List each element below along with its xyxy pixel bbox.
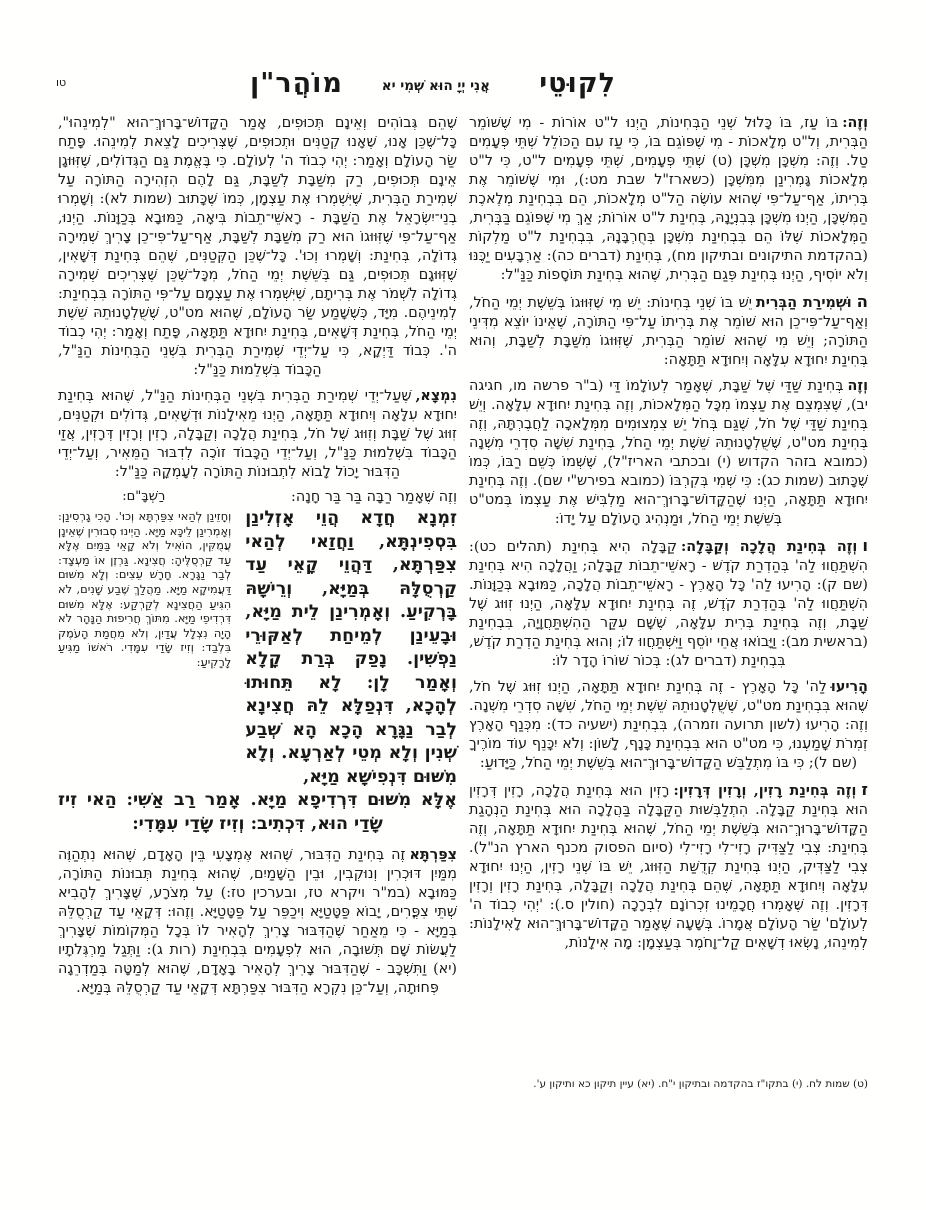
torah-paragraph xyxy=(58,114,457,380)
torah-paragraph xyxy=(469,292,868,370)
section-letter: ז xyxy=(861,780,868,799)
paragraph-text: שֶׁעַל־יְדֵי שְׁמִירַת הַבְּרִית בִּשְׁנֵי הַבְּחִינוֹת הַנַּ"ל, שֶׁהוּא בְּחִינַת יִחוּדָא עִלָּאָה וְיִחוּדָא תַּתָּאָה, הַיְנוּ מֵאִילָנוֹת וּדְשָׁאִים, גְּדוֹלִים וּקְטַנִּים, זִוּוּג שֶׁל שַׁבָּת וְזִוּוּג שֶׁל חֹל, בְּחִינַת הֲלָכָה וְקַבָּלָה, רָזִין וְרָזִין דְּרָזִין, אֲזַי הַכָּבוֹד בִּשְׁלֵמוּת כַּנַּ"ל, וְעַל־יְדֵי הַכָּבוֹד זוֹכֶה לְדִבּוּר הַמֵּאִיר, וְעַל־יְדֵי הַדִּבּוּר יָכוֹל לָבוֹא לִתְבוּנוֹת הַתּוֹרָה לְעָמְקָהּ כַּנַּ"ל: xyxy=(58,388,457,480)
paragraph-lead: וּשְׁמִירַת הַבְּרִית xyxy=(755,295,852,311)
paragraph-text: זֶה בְּחִינַת הַדִּבּוּר, שֶׁהוּא אֶמְצָעִי בֵּין הָאָדָם, שֶׁהוּא נִתְהַוֶּה מִמַּיִן דּוּכְרִין וְנוּקְבִין, וּבֵין הַשָּׁמַיִם, שֶׁהוּא בְּחִינַת תְּבוּנוֹת הַתּוֹרָה, כַּמּוּבָא (במ"ר ויקרא טז, ובערכין טז:) עַל מְצֹרָע, שֶׁצָּרִיךְ לְהָבִיא שְׁתֵּי צִפֳּרִים, יָבוֹא פַּטָּטַיָּא וִיכַפֵּר עַל פַּטָּטַיָּא. וְזֶהוּ: דְּקָאֵי עַד קַרְסֻלֵּהּ בְּמַיָּא - כִּי מֵאַחַר שֶׁהַדִּבּוּר צָרִיךְ לְהָאִיר לוֹ בְּכָל הַמְּקוֹמוֹת שֶׁצָּרִיךְ לַעֲשׂוֹת שָׁם תְּשׁוּבָה, הוּא לִפְעָמִים בִּבְחִינַת (רות ג): וַתְּגַל מַרְגְּלֹתָיו (יא) וַתִּשְׁכָּב - שֶׁהַדִּבּוּר צָרִיךְ לְהָאִיר בָּאָדָם, שֶׁהוּא לְמַטָּה בְּמַדְרֵגָה פְּחוּתָה, וְעַל־כֵּן נִקְרָא הַדִּבּוּר צִפַּרְתָּא דְּקָאֵי עַד קַרְסֻלֵּהּ בְּמַיָּא. xyxy=(58,847,457,996)
gemara-heading-row xyxy=(58,489,457,505)
paragraph-text: בְּחִינַת שַׁדַּי שֶׁל שַׁבָּת, שֶׁאָמַר לְעוֹלָמוֹ דַּי (ב"ר פרשה מו, חגיגה יב), שֶׁצִּמְצֵם אֶת עַצְמוֹ מִכָּל הַמְּלָאכוֹת, וְזֶה בְּחִינַת יִחוּדָא עִלָּאָה. וְיֵשׁ בְּחִינַת שַׁדַּי שֶׁל חֹל, שֶׁגַּם בְּחֹל יֵשׁ צִמְצוּמִים מִמְּלָאכָה לַחֲבֶרְתָּהּ, וְזֶה בְּחִינַת מט"ט, שֶׁשֻּׁלְטָנוּתֵהּ שֵׁשֶׁת יְמֵי הַחֹל, בְּחִינַת שִׁשָּׁה סִדְרֵי מִשְׁנָה (כמובא בזהר הקדוש (י) ובכתבי האריז"ל), שֶׁשְּׁמוֹ כְּשֵׁם רַבּוֹ, כְּמוֹ שֶׁכָּתוּב (שמות כג): כִּי שְׁמִי בְּקִרְבּוֹ (כמובא בפירש"י שם). וְזֶה בְּחִינַת יִחוּדָא תַּתָּאָה, הַיְנוּ שֶׁהַקָּדוֹשׁ־בָּרוּךְ־הוּא מַלְבִּישׁ אֶת עַצְמוֹ בְּמט"ט בְּשֵׁשֶׁת יְמֵי הַחֹל, וּמַנְהִיג הָעוֹלָם עַל יָדוֹ: xyxy=(469,378,868,527)
paragraph-lead: הָרִיעוּ xyxy=(830,679,868,695)
paragraph-text: רָזִין הוּא בְּחִינַת הֲלָכָה, רָזִין דְּרָזִין הוּא בְּחִינַת קַבָּלָה. הִתְלַבְּשׁוּת הַקַּבָּלָה בַּהֲלָכָה הוּא בְּחִינַת הַנְהָגַת הַקָּדוֹשׁ־בָּרוּךְ־הוּא בְּשֵׁשֶׁת יְמֵי הַחֹל, שֶׁהוּא בְּחִינַת יִחוּדָא תַּתָּאָה, וְזֶה בְּחִינַת: צְבִי לַצַּדִּיק רָזִי־לִי רָזִי־לִי (סיום הפסוק מכנף הארץ הנ"ל). צְבִי לַצַּדִּיק, הַיְנוּ בְּחִינַת קְדֻשַּׁת הַזִּוּוּג, יֵשׁ בּוֹ שְׁנֵי רָזִין, הַיְנוּ יִחוּדָא עִלָּאָה וְיִחוּדָא תַּתָּאָה, שֶׁהֵם בְּחִינַת הֲלָכָה וְקַבָּלָה, בְּחִינַת רָזִין וְרָזִין דְּרָזִין. וְזֶה שֶׁאָמְרוּ חֲכָמֵינוּ זִכְרוֹנָם לִבְרָכָה (חולין ס.): 'יְהִי כְבוֹד ה' לְעוֹלָם' שַׂר הָעוֹלָם אֲמָרוֹ. בְּשָׁעָה שֶׁאָמַר הַקָּדוֹשׁ־בָּרוּךְ־הוּא לָאִילָנוֹת: לְמִינֵהוּ, נָשְׂאוּ דְשָׁאִים קַל־וָחֹמֶר בְּעַצְמָן: מָה אִילָנוֹת, xyxy=(469,783,868,951)
page-number: טו xyxy=(56,76,67,89)
gemara-main-text: זִמְנָא חֲדָא הֲוֵי אָזְלִינַן בִּסְפִינְתָּא, וַחֲזַאי לְהַאי צִפַּרְתָּא, דַּהֲוֵי קָאֵי עַד קַרְסֻלָּהּ בְּמַיָּא, וְרֵישָׁהּ בָּרְקִיעַ. וְאָמְרִינַן לֵית מַיָּא, וּבָעֵינַן לְמֵיחַת לְאַקּוּרֵי נַפְשִׁין. נָפַק בְּרַת קָלָא וְאָמַר לָן: לָא תֵּחוּתוּ לְהָכָא, דִּנְפַלָּא לֵהּ חֲצִינָא לְבַר נַגָּרָא הָכָא הָא שְׁבַע שְׁנִין וְלָא מְטֵי לְאַרְעָא. וְלָא מִשּׁוּם דִּנְפִישָׁא מַיָּא, xyxy=(245,508,457,787)
page-header xyxy=(56,68,868,108)
torah-paragraph xyxy=(469,377,868,529)
rashbam-commentary: וְחָזֵינַן לְהַאי צִפַּרְתָּא וְכוּ'. הָכִי גָרְסִינַן: וְאָמְרִינַן לֵיכָּא מַיָּא. הַיְינוּ סְבוּרִין שֶׁאֵינָן עֲמֻקִּין, הוֹאִיל וְלֹא קָאֵי בַּמַּיִם אֶלָּא עַד קַרְסֻלֶּיהָ: חֲצִינָא. גַּרְזֶן אוֹ מַעְצָד: לְבַר נַגָּרָא. חָרָשׁ עֵצִים: וְלָא מִשּׁוּם דַּעֲמִיקָא מַיָּא. מַהֲלַךְ שֶׁבַע שָׁנִים, לֹא הִגִּיעַ הַחֲצִינָא לְקַרְקַע: אֶלָּא מִשּׁוּם דִּרְדִיפֵי מַיָּא. מִתּוֹךְ חֲרִיפוּת הַנָּהָר לֹא הָיָה נִצְלָל עֲדַיִן, וְלֹא מֵחֲמַת הָעֹמֶק בִּלְבַד: וְזִיז שָׂדַי עִמָּדִי. רֹאשׁוֹ מַגִּיעַ לָרָקִיעַ: xyxy=(58,509,232,669)
paragraph-text: שֶׁהֵם גְּבוֹהִים וְאֵינָם תְּכוּפִים, אָמַר הַקָּדוֹשׁ־בָּרוּךְ־הוּא "לְמִינֵהוּ", כָּל־שֶׁכֵּן אָנוּ, שֶׁאָנוּ קְטַנִּים וּתְכוּפִים, שֶׁצְּרִיכִים לָצֵאת לְמִינֵהוּ. פָּתַח שַׂר הָעוֹלָם וְאָמַר: יְהִי כְבוֹד ה' לְעוֹלָם. כִּי בֶּאֱמֶת גַּם הַגְּדוֹלִים, שֶׁזִּוּוּגָן אֵינָם תְּכוּפִים, רַק מִשַּׁבָּת לְשַׁבָּת, גַּם לָהֶם הִזְהִירָה הַתּוֹרָה עַל שְׁמִירַת הַבְּרִית, שֶׁיִּשְׁמְרוּ אֶת עַצְמָן, כְּמוֹ שֶׁכָּתוּב (שמות לא): וְשָׁמְרוּ בְנֵי־יִשְׂרָאֵל אֶת הַשַּׁבָּת - רָאשֵׁי־תֵבוֹת בִּיאָה, כַּמּוּבָא בְּכַוָּנוֹת. הַיְנוּ, אַף־עַל־פִּי שֶׁזִּוּוּגוֹ הוּא רַק מִשַּׁבָּת לְשַׁבָּת, אַף־עַל־פִּי־כֵן צָרִיךְ שְׁמִירָה גְדוֹלָה, בְּחִינַת: וְשָׁמְרוּ וְכוּ'. כָּל־שֶׁכֵּן הַקְּטַנִּים, שֶׁהֵם בְּחִינַת דְּשָׁאִין, שֶׁזִּוּוּגָם תְּכוּפִים, גַּם בְּשֵׁשֶׁת יְמֵי הַחֹל, מִכָּל־שֶׁכֵּן שֶׁצְּרִיכִים שְׁמִירָה גְדוֹלָה לִשְׁמֹר אֶת בְּרִיתָם, שֶׁיִּשְׁמְרוּ אֶת עַצְמָם עַל־פִּי הַתּוֹרָה בִּבְחִינַת: לְמִינֵיהֶם. מִיָּד, כְּשֶׁשָּׁמַע שַׂר הָעוֹלָם, שֶׁהוּא מט"ט, שֶׁשֻּׁלְטָנוּתֵהּ שֵׁשֶׁת יְמֵי הַחֹל, בְּחִינַת דְּשָׁאִים, בְּחִינַת יִחוּדָא תַּתָּאָה, פָּתַח וְאָמַר: יְהִי כְבוֹד ה'. כְּבוֹד דַּיְקָא, כִּי עַל־יְדֵי שְׁמִירַת הַבְּרִית בִּשְׁנֵי הַבְּחִינוֹת הַנַּ"ל, הַכָּבוֹד בִּשְׁלֵמוּת כַּנַּ"ל: xyxy=(58,115,457,378)
paragraph-lead: צִפַּרְתָּא xyxy=(409,847,457,863)
gemara-columns xyxy=(58,507,457,789)
header-title-moharan: מוֹהֲר"ן xyxy=(250,68,343,99)
paragraph-text: בּוֹ עַז, בּוֹ כָּלוּל שְׁנֵי הַבְּחִינוֹת, הַיְנוּ ל"ט אוֹרוֹת - מִי שֶׁשּׁוֹמֵר הַבְּרִית, וְל"ט מְלָאכוֹת - מִי שֶׁפּוֹגֵם בּוֹ, כִּי עַז עִם הַכּוֹלֵל שְׁתֵּי פְּעָמִים טַל. וְזֶה: מִשְׁכָּן מִשְׁכָּן (ט) שְׁתֵּי פְּעָמִים, שְׁתֵּי פְּעָמִים ל"ט, כִּי ל"ט מְלָאכוֹת גָּמְרִינַן מִמִּשְׁכָּן (כשארז"ל שבת מט:), וּמִי שֶׁשּׁוֹמֵר אֶת בְּרִיתוֹ, אַף־עַל־פִּי שֶׁהוּא עוֹשֶׂה הַל"ט מְלָאכוֹת, הֵם בִּבְחִינַת מְלֶאכֶת הַמִּשְׁכָּן, הַיְנוּ מִשְׁכָּן בְּבִנְיָנָהּ, בְּחִינַת ל"ט אוֹרוֹת; אַךְ מִי שֶׁפּוֹגֵם בַּבְּרִית, הַמְּלָאכוֹת שֶׁלּוֹ הֵם בִּבְחִינַת מִשְׁכָּן בְּחֻרְבָּנָהּ, בִּבְחִינַת ל"ט מַלְקוֹת (בהקדמת התיקונים ובתיקון מח), בְּחִינַת (דברים כה): אַרְבָּעִים יַכֶּנּוּ וְלֹא יוֹסִיף, הַיְנוּ בְּחִינַת פְּגַם הַבְּרִית, שֶׁהוּא בְּחִינַת תּוֹסָפוֹת כַּנַּ"ל: xyxy=(469,115,868,283)
footnotes-line: (ט) שמות לח. (י) בתקו"ז בהקדמה ובתיקון י"ח. (יא) עיין תיקון כא ותיקון ע'. xyxy=(533,1078,868,1090)
paragraph-lead: וְזֶה בְּחִינַת הֲלָכָה וְקַבָּלָה: xyxy=(680,539,858,555)
gemara-block xyxy=(58,489,457,836)
header-title-likutei: לִקוּטֵי xyxy=(539,68,616,99)
gemara-intro: וְזֶה שֶׁאָמַר רַבָּה בַּר בַּר חָנָה: xyxy=(291,489,457,505)
torah-paragraph xyxy=(469,780,868,953)
paragraph-lead: נִמְצָא, xyxy=(415,388,457,404)
torah-paragraph xyxy=(469,114,868,285)
paragraph-lead: וְזֶה בְּחִינַת רָזִין, וְרָזִין דְּרָזִין: xyxy=(673,783,857,799)
torah-paragraph xyxy=(58,846,457,998)
paragraph-lead: וְזֶה xyxy=(847,378,868,394)
paragraph-text: לַה' כָּל הָאָרֶץ - זֶה בְּחִינַת יִחוּדָא תַּתָּאָה, הַיְנוּ זִוּוּג שֶׁל חֹל, שֶׁהוּא בִּבְחִינַת מט"ט, שֶׁשֻּׁלְטָנוּתֵהּ שֵׁשֶׁת יְמֵי הַחֹל, שִׁשָּׁה סִדְרֵי מִשְׁנָה. וְזֶה: הָרִיעוּ (לשון תרועה וזמרה), בִּבְחִינַת (ישעיה כד): מִכְּנַף הָאָרֶץ זְמִרֹת שָׁמַעְנוּ, כִּי מט"ט הוּא בִּבְחִינַת כָּנָף, לָשׁוֹן: וְלֹא יִכָּנֵף עוֹד מוֹרֶיךָ (שם ל); כִּי בּוֹ מִתְלַבֵּשׁ הַקָּדוֹשׁ־בָּרוּךְ־הוּא בְּשֵׁשֶׁת יְמֵי הַחֹל, כַּיָּדוּעַ: xyxy=(469,679,868,771)
right-column xyxy=(469,114,868,1005)
torah-paragraph xyxy=(469,678,868,773)
paragraph-lead: וְזֶה: xyxy=(842,115,868,131)
torah-paragraph xyxy=(58,387,457,482)
header-center-verse: אֲנִי יְיָ הוּא שְׁמִי יא xyxy=(381,78,490,94)
paragraph-text: יֵשׁ בּוֹ שְׁנֵי בְּחִינוֹת: יֵשׁ מִי שֶׁזִּוּוּגוֹ בְּשֵׁשֶׁת יְמֵי הַחֹל, וְאַף־עַל־פִּי־כֵן הוּא שׁוֹמֵר אֶת בְּרִיתוֹ עַל־פִּי הַתּוֹרָה, שֶׁאֵינוֹ יוֹצֵא מִדִּינֵי הַתּוֹרָה; וְיֵשׁ מִי שֶׁהוּא שׁוֹמֵר הַבְּרִית, שֶׁזִּוּוּגוֹ מִשַּׁבָּת לְשַׁבָּת, וְהוּא בְּחִינַת יִחוּדָא עִלָּאָה וְיִחוּדָא תַּתָּאָה: xyxy=(469,295,868,368)
left-column xyxy=(58,114,457,1005)
torah-paragraph xyxy=(469,536,868,671)
rashbam-header: רַשְׁבָּ"ם: xyxy=(122,489,166,504)
gemara-fullwidth-text: אֶלָּא מִשּׁוּם דִּרְדִיפָא מַיָּא. אָמַר רַב אַשִׁי: הַאי זִיז שָׂדַי הוּא, דִּכְתִיב: וְזִיז שָׂדַי עִמָּדִי: xyxy=(58,790,457,834)
section-letter: ה xyxy=(856,292,868,311)
section-letter: ו xyxy=(862,536,868,555)
paragraph-text: קַבָּלָה הִיא בְּחִינַת (תהלים כט): הִשְׁתַּחֲווּ לַה' בְּהַדְרַת קֹדֶשׁ - רָאשֵׁי־תֵבוֹת קַבָּלָה; וַהֲלָכָה הִיא בְּחִינַת (שם ק): הָרִיעוּ לַה' כָּל הָאָרֶץ - רָאשֵׁי־תֵבוֹת הֲלָכָה, כַּמּוּבָא בְּכַוָּנוֹת. הִשְׁתַּחֲווּ לַה' בְּהַדְרַת קֹדֶשׁ, זֶה בְּחִינַת יִחוּדָא עִלָּאָה, הַיְנוּ זִוּוּג שֶׁל שַׁבָּת, וְזֶה בְּחִינַת בְּרִית עִלָּאָה, שֶׁשָּׁם עִקַּר הַהִשְׁתַּחֲוָיָה, בִּבְחִינַת (בראשית מב): וַיָּבוֹאוּ אֲחֵי יוֹסֵף וַיִּשְׁתַּחֲווּ לוֹ; וְהוּא בְּחִינַת הַדְרַת קֹדֶשׁ, בִּבְחִינַת (דברים לג): בְּכוֹר שׁוֹרוֹ הָדָר לוֹ: xyxy=(469,539,868,669)
text-columns xyxy=(58,114,868,1005)
